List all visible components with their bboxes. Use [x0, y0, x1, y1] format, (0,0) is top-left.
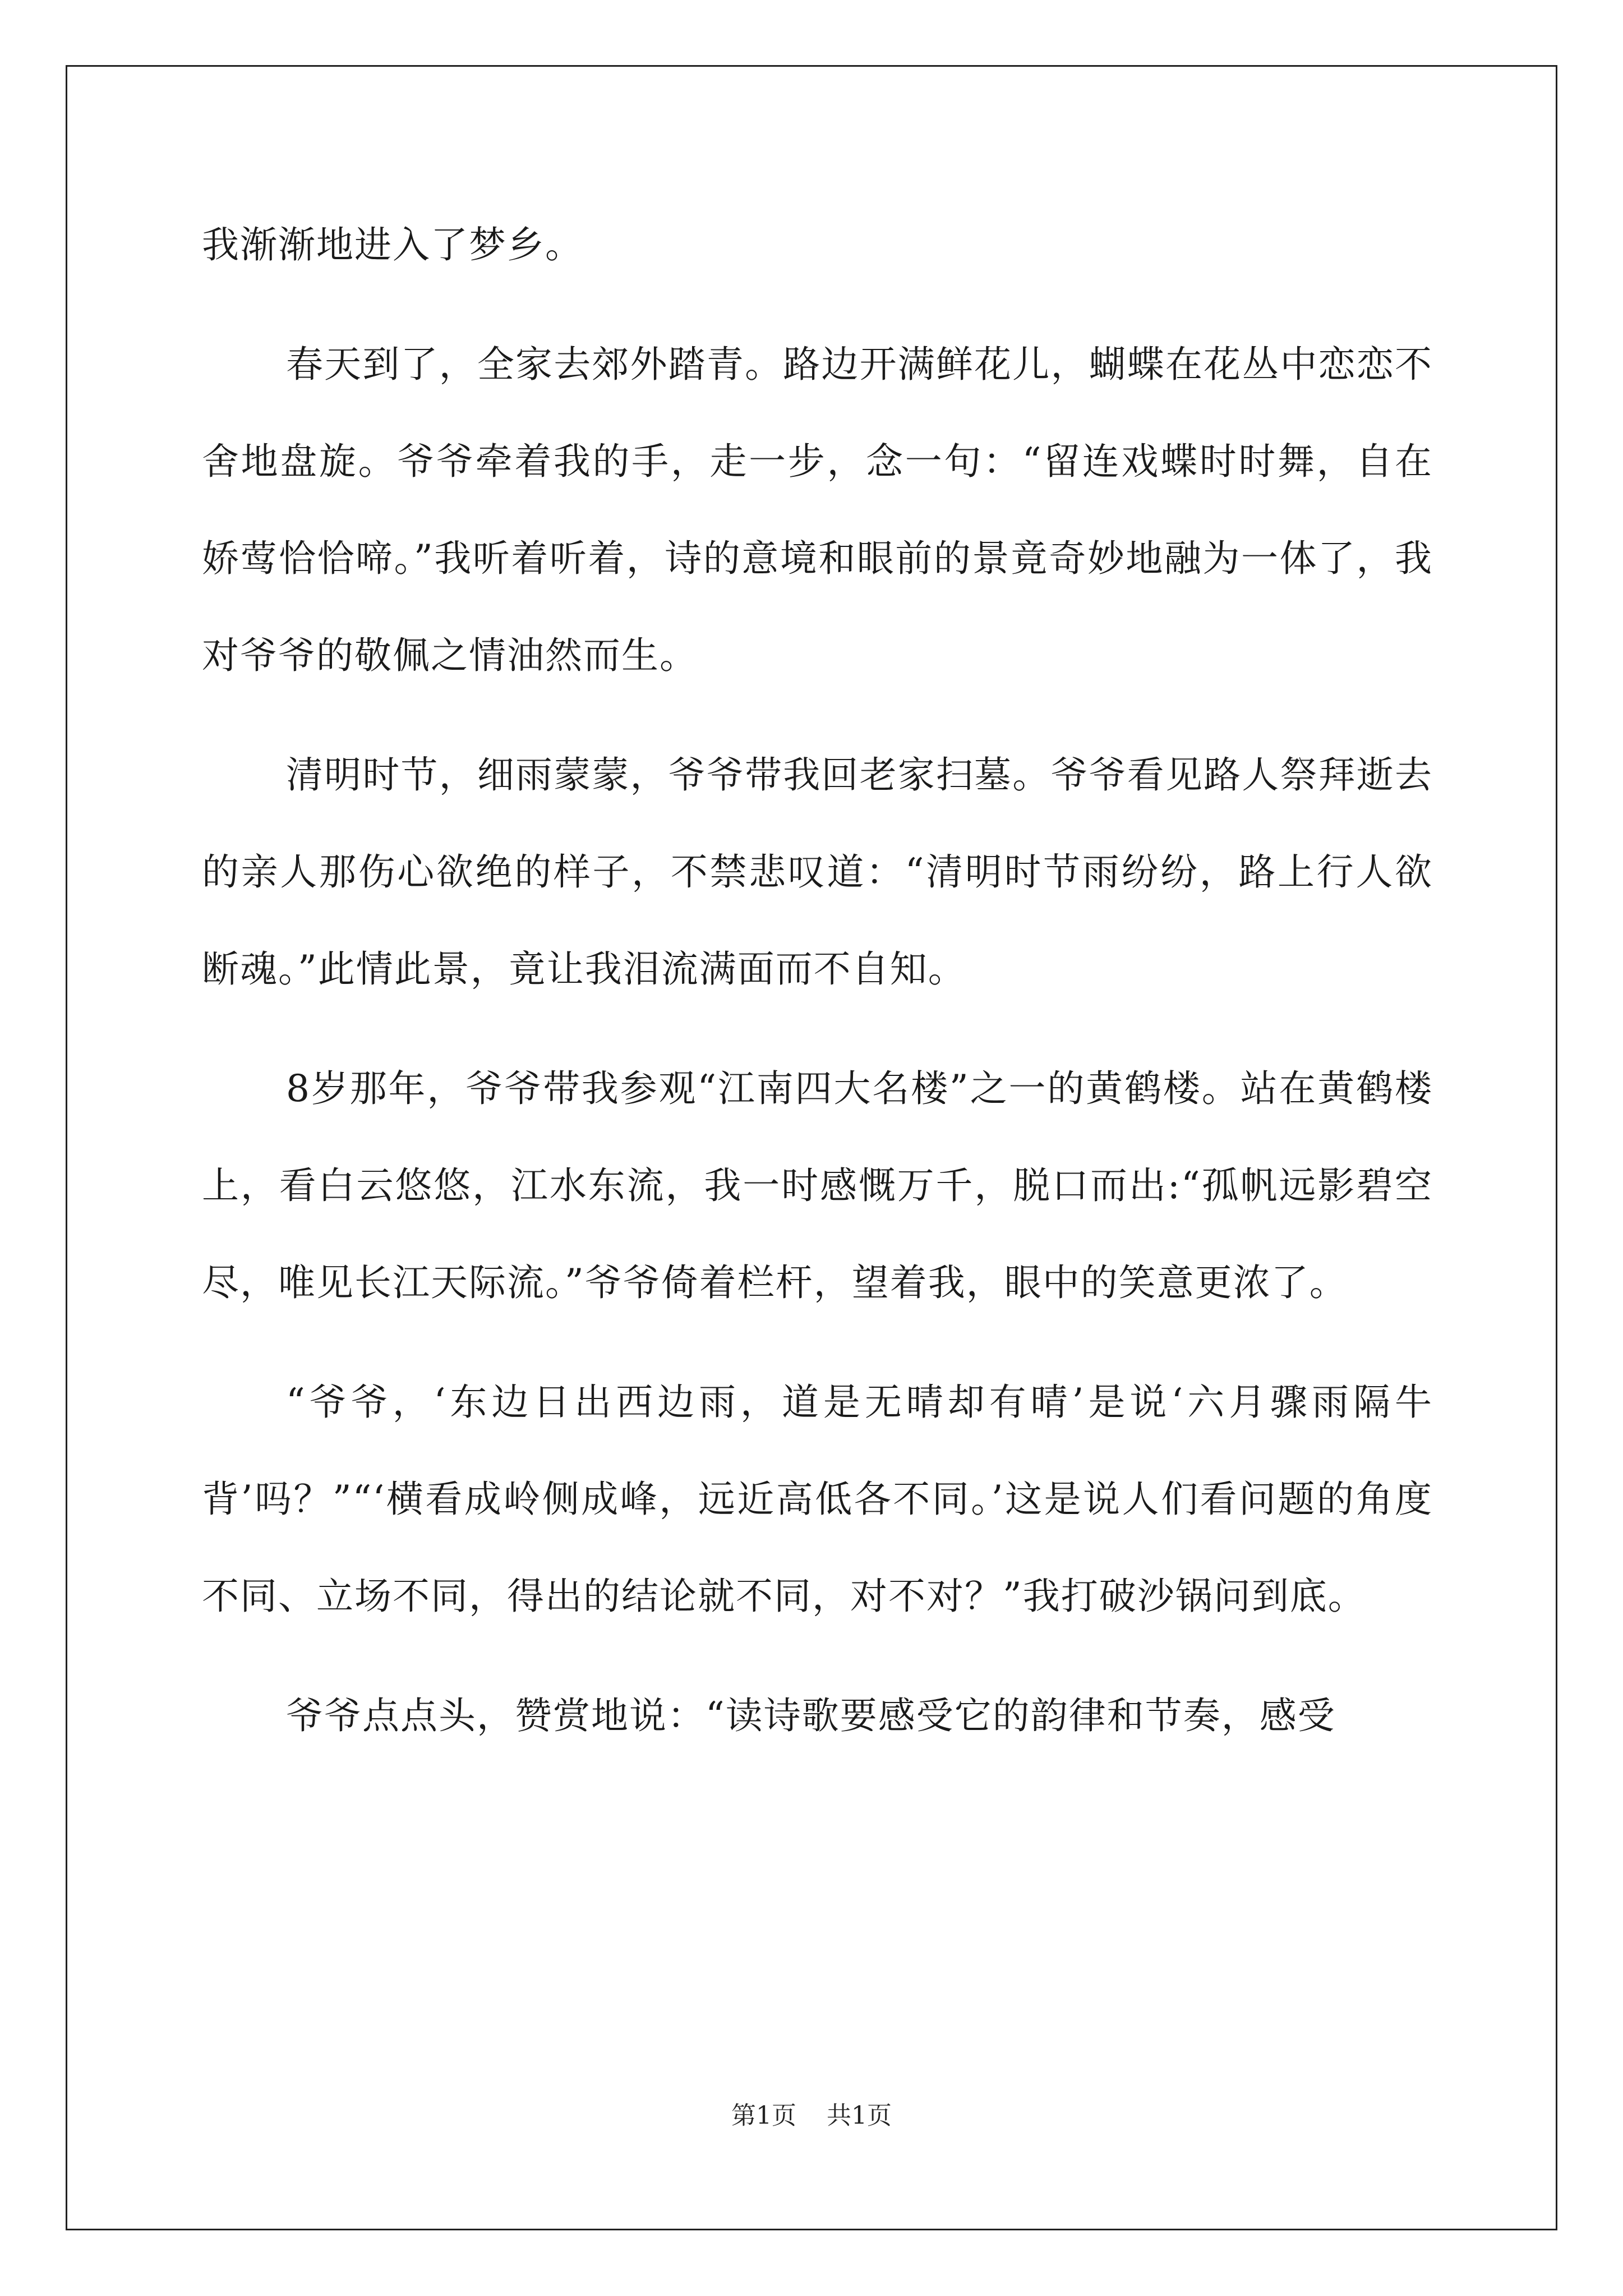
paragraph: 爷爷点点头，赞赏地说：“读诗歌要感受它的韵律和节奏，感受 [286, 1694, 1336, 1737]
page-footer [0, 2095, 1623, 2131]
paragraph: 春天到了，全家去郊外踏青。路边开满鲜花儿，蝴蝶在花丛中恋恋不舍地盘旋。爷爷牵着我的手，走一步，念一句：“留连戏蝶时时舞，自在娇莺恰恰啼。”我听着听着，诗的意境和眼前的景竟奇妙地融为一体了，我对爷爷的敬佩之情油然而生。 [202, 343, 1433, 677]
page-number: 第1页 [731, 2101, 796, 2130]
paragraph: 清明时节，细雨蒙蒙，爷爷带我回老家扫墓。爷爷看见路人祭拜逝去的亲人那伤心欲绝的样子，不禁悲叹道：“清明时节雨纷纷，路上行人欲断魂。”此情此景，竟让我泪流满面而不自知。 [202, 753, 1433, 991]
page-total: 共1页 [827, 2101, 892, 2130]
document-body [202, 196, 1433, 1787]
paragraph: 8岁那年，爷爷带我参观“江南四大名楼”之一的黄鹤楼。站在黄鹤楼上，看白云悠悠，江水东流，我一时感慨万千，脱口而出:“孤帆远影碧空尽，唯见长江天际流。”爷爷倚着栏杆，望着我，眼中的笑意更浓了。 [202, 1067, 1433, 1304]
paragraph: “爷爷，‘东边日出西边雨，道是无晴却有晴’是说‘六月骤雨隔牛背’吗？”“‘横看成岭侧成峰，远近高低各不同。’这是说人们看问题的角度不同、立场不同，得出的结论就不同，对不对？”我打破沙锅问到底。 [202, 1381, 1433, 1618]
paragraph: 我渐渐地进入了梦乡。 [202, 223, 583, 266]
